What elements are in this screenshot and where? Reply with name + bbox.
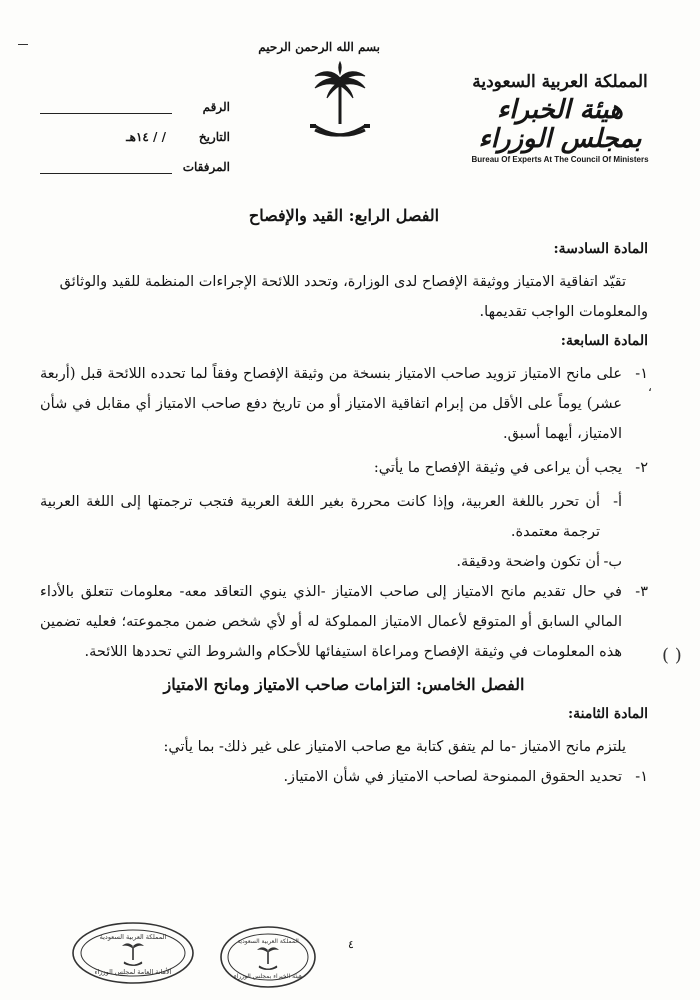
basmala: بسم الله الرحمن الرحيم <box>258 40 380 54</box>
item-text: يجب أن يراعى في وثيقة الإفصاح ما يأتي: <box>373 460 622 476</box>
date-value: / / ١٤هـ <box>126 130 166 144</box>
reference-block <box>40 84 230 174</box>
article-7-item-2a <box>40 487 622 547</box>
item-number: ١- <box>635 769 648 785</box>
bureau-name-arabic: هيئة الخبراء بمجلس الوزراء <box>478 95 642 154</box>
bureau-name-english: Bureau Of Experts At The Council Of Ministers <box>471 155 649 165</box>
article-8-intro: يلتزم مانح الامتياز -ما لم يتفق كتابة مع صاحب الامتياز على غير ذلك- بما يأتي: <box>163 739 626 755</box>
number-row <box>40 84 230 114</box>
margin-mark: ، <box>648 380 652 394</box>
document-body <box>40 206 648 796</box>
palm-swords-emblem-icon <box>305 56 375 156</box>
item-number: ١- <box>635 366 648 382</box>
sub-item-letter: ب- <box>603 554 622 570</box>
chapter-5-title: الفصل الخامس: التزامات صاحب الامتياز ومانح الامتياز <box>163 675 525 694</box>
article-7-item-3 <box>40 577 648 667</box>
stamp-right-bottom-text: هيئة الخبراء بمجلس الوزراء <box>233 973 303 980</box>
attachments-line <box>40 159 172 174</box>
sub-item-text: أن تكون واضحة ودقيقة. <box>456 554 600 570</box>
attachments-label: المرفقات <box>182 160 230 174</box>
article-7-title: المادة السابعة: <box>560 333 648 349</box>
article-6-title: المادة السادسة: <box>553 241 648 257</box>
stamp-right-top-text: المملكة العربية السعودية <box>237 938 299 945</box>
attachments-row <box>40 144 230 174</box>
item-text: في حال تقديم مانح الامتياز إلى صاحب الامتياز -الذي ينوي التعاقد معه- معلومات تتعلق بالأداء المالي السابق أو المتوقع لأعمال الامتياز المملوكة له أو لأي شخص ضمن مجموعته؛ فعليه تضمين هذه المعلومات في وثيقة الإفصاح ومراعاة استيفائها للأحكام والشروط التي تحددها اللائحة. <box>40 584 622 660</box>
stamp-right <box>218 924 318 994</box>
emblem <box>258 40 380 170</box>
kingdom-name: المملكة العربية السعودية <box>472 72 648 92</box>
number-label: الرقم <box>202 100 230 114</box>
date-row <box>40 114 230 144</box>
page-number: ٤ <box>348 938 354 951</box>
article-7-item-2b <box>40 547 622 577</box>
sub-item-letter: أ- <box>613 494 622 510</box>
article-6-text: تقيّد اتفاقية الامتياز ووثيقة الإفصاح لدى الوزارة، وتحدد اللائحة الإجراءات المنظمة للقيد والوثائق والمعلومات الواجب تقديمها. <box>59 274 648 320</box>
letterhead-right <box>460 72 660 164</box>
item-number: ٢- <box>635 460 648 476</box>
parenthesis-mark: ( ) <box>662 645 682 666</box>
article-7-item-1 <box>40 359 648 449</box>
article-8-title: المادة الثامنة: <box>567 706 648 722</box>
article-7-item-2 <box>40 453 648 483</box>
article-8-item-1 <box>40 762 648 792</box>
sub-item-text: أن تحرر باللغة العربية، وإذا كانت محررة بغير اللغة العربية فتجب ترجمتها إلى اللغة العربية ترجمة معتمدة. <box>40 494 600 540</box>
chapter-4-title: الفصل الرابع: القيد والإفصاح <box>248 206 440 225</box>
item-number: ٣- <box>635 584 648 600</box>
number-line <box>40 99 172 114</box>
official-seal-icon <box>218 924 318 990</box>
item-text: على مانح الامتياز تزويد صاحب الامتياز بنسخة من وثيقة الإفصاح وفقاً لما تحدده اللائحة قبل (أربعة عشر) يوماً على الأقل من إبرام اتفاقية الامتياز أو من تاريخ دفع صاحب الامتياز أي مقابل في شأن الامتياز، أيهما أسبق. <box>40 366 622 442</box>
item-text: تحديد الحقوق الممنوحة لصاحب الامتياز في شأن الامتياز. <box>283 769 622 785</box>
date-label: التاريخ <box>198 130 230 144</box>
stamp-left-bottom-text: الأمانة العامة لمجلس الوزراء <box>94 968 172 976</box>
stamp-left-top-text: المملكة العربية السعودية <box>99 933 167 941</box>
corner-mark <box>18 44 28 45</box>
stamp-left <box>70 920 196 990</box>
official-seal-icon <box>70 920 196 986</box>
